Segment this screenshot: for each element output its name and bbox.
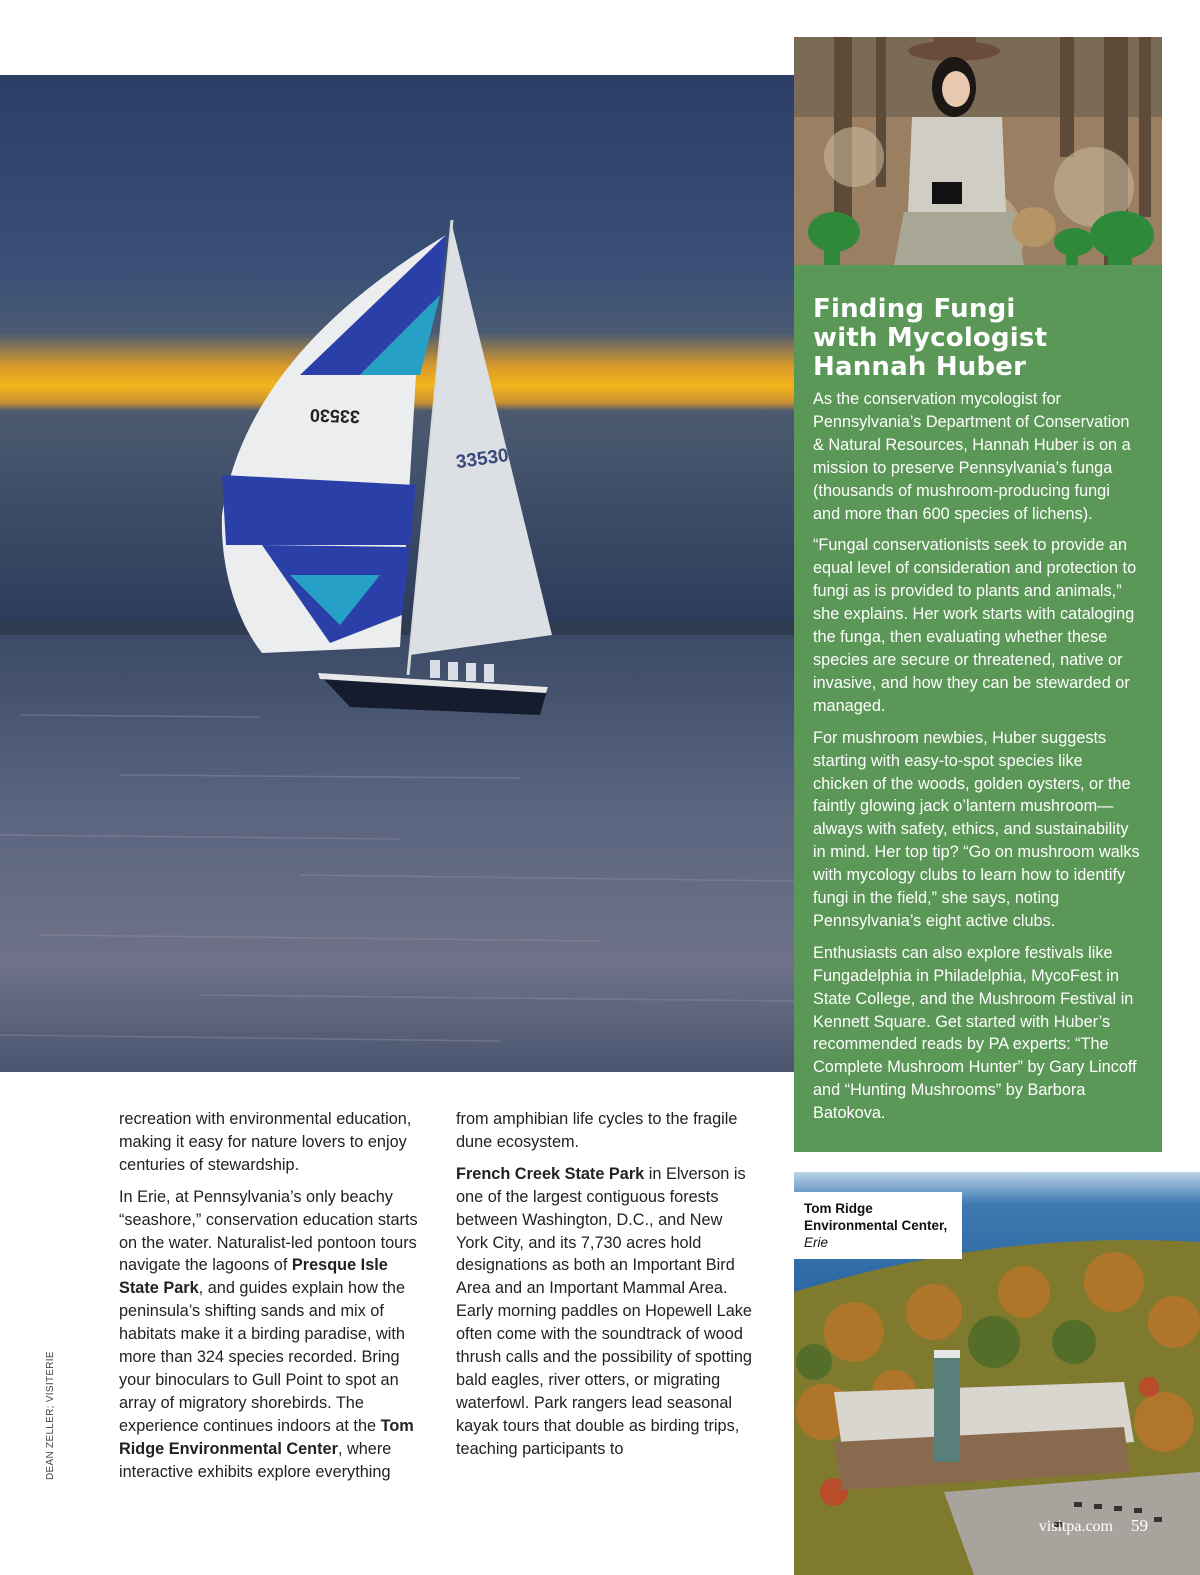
sidebar-title-line-1: Finding Fungi (813, 294, 1016, 324)
body-column-left (119, 1108, 421, 1493)
body-column-right (456, 1108, 758, 1470)
sail-number-left: 33530 (309, 405, 361, 427)
caption-title-line-2: Environmental Center, (804, 1218, 948, 1233)
sidebar-paragraph-3: For mushroom newbies, Huber suggests starting with easy-to-spot species like chicken of the woods, golden oysters, or the faintly glowing jack o’lantern mushroom—always with safety, ethics, and sustainability in mind. Her top tip? “Go on mushroom walks with mycology clubs to learn how to identify fungi in the field,” she says, noting Pennsylvania’s eight active clubs. (813, 728, 1140, 930)
tom-ridge-name: Tom Ridge Environmental Center (119, 1416, 414, 1458)
footer-site: visitpa.com (1038, 1518, 1113, 1535)
photo-credit: DEAN ZELLER; VISITERIE (45, 1351, 56, 1480)
sidebar-title-line-3: Hannah Huber (813, 352, 1027, 382)
body-text-span: in Elverson is one of the largest contiguous forests between Washington, D.C., and New York City, and its 7,730 acres hold designations as both an Important Bird Area and an Important Mammal Area. Early morning paddles on Hopewell Lake often come with the soundtrack of wood thrush calls and the possibility of spotting bald eagles, river otters, or migrating waterfowl. Park rangers lead seasonal kayak tours that double as birding trips, teaching participants to (456, 1164, 752, 1458)
body-right-paragraph-1: from amphibian life cycles to the fragile dune ecosystem. (456, 1110, 738, 1151)
page-footer (1039, 1516, 1148, 1536)
body-right-paragraph-2 (456, 1163, 758, 1461)
sidebar-fungi-feature (794, 265, 1162, 1152)
presque-isle-link: Presque Isle State Park (119, 1256, 388, 1298)
sidebar-title-line-2: with Mycologist (813, 323, 1048, 353)
sidebar-paragraph-2: “Fungal conservationists seek to provide an equal level of consideration and protection to fungi as is provided to plants and animals,” she explains. Her work starts with cataloging the funga, then evaluating whether these species are secure or threatened, native or invasive, and how they can be stewarded or managed. (813, 536, 1137, 715)
body-left-paragraph-2 (119, 1186, 421, 1484)
page-number: 59 (1131, 1516, 1148, 1535)
caption-title-line-1: Tom Ridge (804, 1201, 873, 1216)
sidebar-paragraph-1: As the conservation mycologist for Pennsylvania’s Department of Conservation & Natural Resources, Hannah Huber is on a mission to preserve Pennsylvania’s funga (thousands of mushroom-producing fungi and more than 600 species of lichens). (813, 390, 1131, 523)
caption-place: Erie (804, 1235, 829, 1250)
sidebar-title (813, 295, 1140, 382)
sailboat-photo (0, 75, 794, 1072)
mycologist-portrait-photo (794, 37, 1162, 265)
body-text-span: , and guides explain how the peninsula’s shifting sands and mix of habitats make it a birding paradise, with more than 324 species recorded. Bring your binoculars to Gull Point to spot an array of migratory shorebirds. The experience continues indoors at the (119, 1279, 406, 1435)
photo-caption (794, 1192, 962, 1259)
sail-number-right: 33530 (454, 445, 510, 474)
sidebar-paragraph-4: Enthusiasts can also explore festivals like Fungadelphia in Philadelphia, MycoFest in State College, and the Mushroom Festival in Kennett Square. Get started with Huber’s recommended reads by PA experts: “The Complete Mushroom Hunter” by Gary Lincoff and “Hunting Mushrooms” by Barbora Batokova. (813, 943, 1137, 1123)
french-creek-name: French Creek State Park (456, 1164, 645, 1183)
body-text-span: , where interactive exhibits explore everything (119, 1439, 392, 1481)
body-text-span: In Erie, at Pennsylvania’s only beachy “seashore,” conservation education starts on the water. Naturalist-led pontoon tours navigate the lagoons of (119, 1187, 418, 1275)
body-left-paragraph-1: recreation with environmental education, making it easy for nature lovers to enjoy centuries of stewardship. (119, 1110, 412, 1174)
